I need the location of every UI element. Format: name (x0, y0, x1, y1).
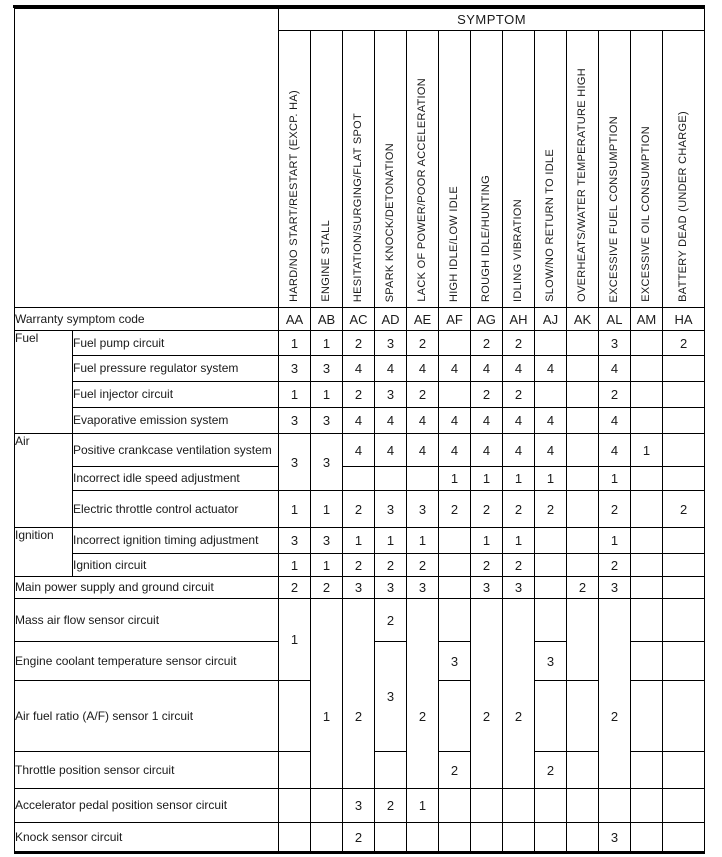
value-cell-AG: 4 (471, 408, 503, 434)
value-cell-AK (567, 681, 599, 752)
value-cell-AC (343, 599, 375, 789)
value-cell-AA: 1 (279, 599, 311, 681)
row-label: Fuel pump circuit (73, 331, 279, 356)
row-label: Air fuel ratio (A/F) sensor 1 circuit (15, 681, 279, 752)
value-cell-AE: 1 (407, 528, 439, 554)
column-header-AC (343, 31, 375, 308)
value-cell-AK (567, 356, 599, 382)
value-cell-AJ: 3 (535, 642, 567, 681)
value-cell-AJ: 2 (535, 752, 567, 789)
column-header-text-AJ: SLOW/NO RETURN TO IDLE (544, 149, 556, 302)
value-cell-AM (631, 491, 663, 528)
value-cell-AG: 1 (471, 467, 503, 491)
value-cell-AM (631, 554, 663, 577)
value-cell-AA: 3 (279, 356, 311, 382)
value-cell-AF (439, 331, 471, 356)
value-cell-AK (567, 599, 599, 681)
column-header-AJ (535, 31, 567, 308)
row-label: Evaporative emission system (73, 408, 279, 434)
value-cell-AL (599, 789, 631, 823)
value-cell-AB: 1 (311, 554, 343, 577)
warranty-code-AD: AD (375, 308, 407, 331)
row-label: Accelerator pedal position sensor circuit (15, 789, 279, 823)
value-cell-AM (631, 789, 663, 823)
value-cell-AH (503, 789, 535, 823)
value-cell-AE: 2 (407, 382, 439, 408)
value-cell-AF: 1 (439, 467, 471, 491)
value-cell-AC: 1 (343, 528, 375, 554)
value-cell-AL: 1 (599, 528, 631, 554)
value-cell-AK (567, 434, 599, 467)
warranty-code-AM: AM (631, 308, 663, 331)
value-text: 2 (482, 709, 491, 724)
column-header-text-AL: EXCESSIVE FUEL CONSUMPTION (608, 115, 620, 302)
value-cell-AH: 1 (503, 467, 535, 491)
value-cell-AA (279, 681, 311, 752)
value-cell-AA: 1 (279, 554, 311, 577)
value-cell-AH (503, 823, 535, 853)
value-cell-AL: 1 (599, 467, 631, 491)
value-cell-AM (631, 752, 663, 789)
row-warranty-symptom-code (15, 308, 705, 331)
column-header-text-AH: IDLING VIBRATION (512, 199, 524, 302)
value-cell-AJ (535, 528, 567, 554)
value-cell-AE: 4 (407, 408, 439, 434)
row-main-power-supply-and-ground-circuit (15, 577, 705, 599)
value-cell-AA: 2 (279, 577, 311, 599)
value-cell-AM (631, 382, 663, 408)
value-cell-AD (375, 467, 407, 491)
row-electric-throttle-control-actuator (15, 491, 705, 528)
row-incorrect-idle-speed-adjustment (15, 467, 705, 491)
column-header-HA (663, 31, 705, 308)
value-cell-AL: 3 (599, 331, 631, 356)
row-accelerator-pedal-position-sensor-circuit (15, 789, 705, 823)
value-cell-AM (631, 528, 663, 554)
row-label: Incorrect ignition timing adjustment (73, 528, 279, 554)
column-header-AM (631, 31, 663, 308)
row-label: Main power supply and ground circuit (15, 577, 279, 599)
value-cell-HA (663, 528, 705, 554)
row-label: Throttle position sensor circuit (15, 752, 279, 789)
value-cell-AJ (535, 681, 567, 752)
column-header-AD (375, 31, 407, 308)
warranty-code-AG: AG (471, 308, 503, 331)
value-cell-AH: 3 (503, 577, 535, 599)
value-cell-AA: 1 (279, 491, 311, 528)
symptom-header-row (15, 9, 705, 31)
warranty-code-AL: AL (599, 308, 631, 331)
warranty-code-HA: HA (663, 308, 705, 331)
value-cell-AF (439, 823, 471, 853)
column-header-text-AD: SPARK KNOCK/DETONATION (384, 142, 396, 302)
value-cell-HA: 2 (663, 491, 705, 528)
value-cell-AD: 3 (375, 577, 407, 599)
value-cell-AA: 3 (279, 408, 311, 434)
row-label: Engine coolant temperature sensor circuit (15, 642, 279, 681)
value-cell-AE (407, 599, 439, 789)
value-cell-HA (663, 356, 705, 382)
value-cell-AB: 1 (311, 491, 343, 528)
value-cell-AJ (535, 599, 567, 642)
value-cell-AF: 4 (439, 434, 471, 467)
value-cell-AA (279, 752, 311, 789)
value-cell-AJ: 1 (535, 467, 567, 491)
value-cell-AG: 4 (471, 356, 503, 382)
row-label: Fuel pressure regulator system (73, 356, 279, 382)
value-cell-AJ (535, 331, 567, 356)
value-cell-AH: 1 (503, 528, 535, 554)
column-header-text-AA: HARD/NO START/RESTART (EXCP. HA) (288, 90, 300, 302)
value-cell-AK (567, 789, 599, 823)
row-positive-crankcase-ventilation-system (15, 434, 705, 467)
value-cell-HA: 2 (663, 331, 705, 356)
value-cell-AJ: 4 (535, 356, 567, 382)
column-header-AL (599, 31, 631, 308)
value-cell-AG: 2 (471, 491, 503, 528)
column-header-text-AB: ENGINE STALL (320, 220, 332, 302)
value-cell-AF (439, 554, 471, 577)
value-cell-AF (439, 382, 471, 408)
value-cell-AF (439, 577, 471, 599)
row-label: Electric throttle control actuator (73, 491, 279, 528)
value-cell-AJ: 2 (535, 491, 567, 528)
column-header-AE (407, 31, 439, 308)
category-label-air: Air (15, 434, 73, 528)
value-cell-AA: 3 (279, 528, 311, 554)
value-cell-AK: 2 (567, 577, 599, 599)
value-cell-AK (567, 554, 599, 577)
value-cell-AM (631, 681, 663, 752)
value-cell-AB (311, 789, 343, 823)
column-header-text-AE: LACK OF POWER/POOR ACCELERATION (416, 78, 428, 302)
value-text: 2 (610, 709, 619, 724)
value-cell-AC: 4 (343, 356, 375, 382)
value-cell-AH: 4 (503, 434, 535, 467)
value-cell-HA (663, 823, 705, 853)
value-cell-AL: 4 (599, 356, 631, 382)
value-cell-AD: 2 (375, 599, 407, 642)
column-header-text-AC: HESITATION/SURGING/FLAT SPOT (352, 112, 364, 302)
column-header-AB (311, 31, 343, 308)
value-cell-AB: 3 (311, 434, 343, 491)
value-text: 2 (354, 709, 363, 724)
warranty-code-AF: AF (439, 308, 471, 331)
symptom-table (14, 8, 705, 854)
value-cell-AD: 1 (375, 528, 407, 554)
value-cell-HA (663, 554, 705, 577)
warranty-code-AE: AE (407, 308, 439, 331)
value-cell-AC: 4 (343, 434, 375, 467)
value-cell-AC: 4 (343, 408, 375, 434)
value-cell-AC: 3 (343, 789, 375, 823)
value-cell-AF: 2 (439, 752, 471, 789)
value-cell-AL: 2 (599, 491, 631, 528)
value-cell-AE: 4 (407, 356, 439, 382)
value-cell-HA (663, 382, 705, 408)
value-cell-AL: 2 (599, 382, 631, 408)
value-cell-AC: 2 (343, 554, 375, 577)
value-cell-AH: 2 (503, 491, 535, 528)
value-cell-AD: 4 (375, 356, 407, 382)
value-cell-AG: 2 (471, 382, 503, 408)
warranty-code-AK: AK (567, 308, 599, 331)
value-cell-AG (471, 789, 503, 823)
warranty-code-AJ: AJ (535, 308, 567, 331)
value-cell-AE: 1 (407, 789, 439, 823)
row-incorrect-ignition-timing-adjustment (15, 528, 705, 554)
value-cell-HA (663, 642, 705, 681)
value-text: 2 (514, 709, 523, 724)
value-cell-AF (439, 599, 471, 642)
value-cell-AJ (535, 554, 567, 577)
row-label: Knock sensor circuit (15, 823, 279, 853)
value-cell-AM (631, 356, 663, 382)
row-label: Positive crankcase ventilation system (73, 434, 279, 467)
value-cell-AG: 1 (471, 528, 503, 554)
column-header-AH (503, 31, 535, 308)
value-text: 1 (322, 709, 331, 724)
column-header-text-AF: HIGH IDLE/LOW IDLE (448, 185, 460, 302)
row-fuel-pump-circuit (15, 331, 705, 356)
value-cell-AA: 1 (279, 331, 311, 356)
value-cell-AC (343, 467, 375, 491)
value-cell-AH: 2 (503, 554, 535, 577)
value-cell-AG: 2 (471, 554, 503, 577)
value-cell-AE: 3 (407, 491, 439, 528)
column-header-AK (567, 31, 599, 308)
row-label: Warranty symptom code (15, 308, 279, 331)
value-cell-AD: 3 (375, 331, 407, 356)
value-cell-AF: 4 (439, 408, 471, 434)
value-cell-AL (599, 599, 631, 789)
value-cell-AD: 3 (375, 491, 407, 528)
value-cell-AB: 3 (311, 356, 343, 382)
value-cell-AD: 3 (375, 642, 407, 752)
value-cell-AE (407, 823, 439, 853)
value-cell-AK (567, 823, 599, 853)
value-cell-AB: 3 (311, 408, 343, 434)
value-cell-AA: 3 (279, 434, 311, 491)
row-knock-sensor-circuit (15, 823, 705, 853)
value-cell-AL: 3 (599, 823, 631, 853)
row-evaporative-emission-system (15, 408, 705, 434)
value-cell-HA (663, 599, 705, 642)
value-cell-AH: 4 (503, 356, 535, 382)
value-cell-AG: 4 (471, 434, 503, 467)
column-header-text-AG: ROUGH IDLE/HUNTING (480, 174, 492, 302)
value-cell-AC: 2 (343, 823, 375, 853)
value-cell-AE: 3 (407, 577, 439, 599)
value-cell-AH (503, 599, 535, 789)
value-cell-AD: 4 (375, 434, 407, 467)
value-cell-AJ (535, 789, 567, 823)
value-cell-AJ: 4 (535, 408, 567, 434)
value-cell-AJ (535, 382, 567, 408)
value-cell-AL: 4 (599, 434, 631, 467)
value-cell-HA (663, 789, 705, 823)
category-label-fuel: Fuel (15, 331, 73, 434)
symptom-header: SYMPTOM (279, 9, 705, 31)
warranty-code-AH: AH (503, 308, 535, 331)
column-header-text-AK: OVERHEATS/WATER TEMPERATURE HIGH (576, 68, 588, 302)
value-cell-AB: 2 (311, 577, 343, 599)
value-cell-AD (375, 823, 407, 853)
value-cell-HA (663, 577, 705, 599)
value-cell-AA: 1 (279, 382, 311, 408)
value-cell-AE: 2 (407, 331, 439, 356)
value-cell-AM (631, 408, 663, 434)
column-header-AA (279, 31, 311, 308)
row-label: Mass air flow sensor circuit (15, 599, 279, 642)
value-cell-AC: 2 (343, 491, 375, 528)
value-cell-AF: 4 (439, 356, 471, 382)
warranty-code-AB: AB (311, 308, 343, 331)
value-cell-HA (663, 408, 705, 434)
value-cell-AF: 2 (439, 491, 471, 528)
value-cell-AM (631, 577, 663, 599)
value-cell-AK (567, 331, 599, 356)
value-cell-AB (311, 823, 343, 853)
value-cell-AH: 4 (503, 408, 535, 434)
value-cell-AJ: 4 (535, 434, 567, 467)
value-text: 2 (418, 709, 427, 724)
value-cell-AM: 1 (631, 434, 663, 467)
value-cell-AK (567, 752, 599, 789)
value-cell-AD: 2 (375, 789, 407, 823)
row-label: Ignition circuit (73, 554, 279, 577)
value-cell-AE: 4 (407, 434, 439, 467)
value-cell-AM (631, 467, 663, 491)
value-cell-HA (663, 467, 705, 491)
value-cell-AH: 2 (503, 331, 535, 356)
value-cell-AK (567, 408, 599, 434)
header-corner-spacer (15, 9, 279, 308)
warranty-code-AC: AC (343, 308, 375, 331)
value-cell-AF (439, 681, 471, 752)
value-cell-AD (375, 752, 407, 789)
value-cell-AB (311, 599, 343, 789)
value-cell-AG: 3 (471, 577, 503, 599)
category-label-ignition: Ignition (15, 528, 73, 577)
value-cell-AB: 1 (311, 382, 343, 408)
row-fuel-pressure-regulator-system (15, 356, 705, 382)
column-header-text-AM: EXCESSIVE OIL CONSUMPTION (640, 126, 652, 302)
row-mass-air-flow-sensor-circuit (15, 599, 705, 642)
column-header-AF (439, 31, 471, 308)
value-cell-HA (663, 434, 705, 467)
row-ignition-circuit (15, 554, 705, 577)
warranty-code-AA: AA (279, 308, 311, 331)
value-cell-AL: 2 (599, 554, 631, 577)
value-cell-AK (567, 467, 599, 491)
value-cell-AE (407, 467, 439, 491)
value-cell-AD: 2 (375, 554, 407, 577)
value-cell-AF: 3 (439, 642, 471, 681)
value-cell-AH: 2 (503, 382, 535, 408)
value-cell-AJ (535, 577, 567, 599)
value-cell-AF (439, 789, 471, 823)
value-cell-AG: 2 (471, 331, 503, 356)
value-cell-AM (631, 599, 663, 642)
value-cell-AM (631, 642, 663, 681)
value-cell-HA (663, 681, 705, 752)
value-cell-AM (631, 331, 663, 356)
value-cell-AD: 3 (375, 382, 407, 408)
value-cell-AM (631, 823, 663, 853)
column-header-AG (471, 31, 503, 308)
value-cell-AK (567, 491, 599, 528)
value-cell-AG (471, 599, 503, 789)
row-label: Fuel injector circuit (73, 382, 279, 408)
value-cell-AK (567, 382, 599, 408)
row-label: Incorrect idle speed adjustment (73, 467, 279, 491)
value-cell-AC: 3 (343, 577, 375, 599)
value-cell-AD: 4 (375, 408, 407, 434)
value-cell-AB: 1 (311, 331, 343, 356)
value-cell-AE: 2 (407, 554, 439, 577)
column-header-text-HA: BATTERY DEAD (UNDER CHARGE) (677, 111, 690, 302)
value-cell-AK (567, 528, 599, 554)
value-cell-AC: 2 (343, 331, 375, 356)
value-cell-AL: 4 (599, 408, 631, 434)
value-cell-AA (279, 823, 311, 853)
value-cell-AB: 3 (311, 528, 343, 554)
value-cell-AA (279, 789, 311, 823)
value-cell-AG (471, 823, 503, 853)
value-cell-AJ (535, 823, 567, 853)
value-cell-AC: 2 (343, 382, 375, 408)
value-cell-AF (439, 528, 471, 554)
value-cell-AL: 3 (599, 577, 631, 599)
value-cell-HA (663, 752, 705, 789)
row-fuel-injector-circuit (15, 382, 705, 408)
